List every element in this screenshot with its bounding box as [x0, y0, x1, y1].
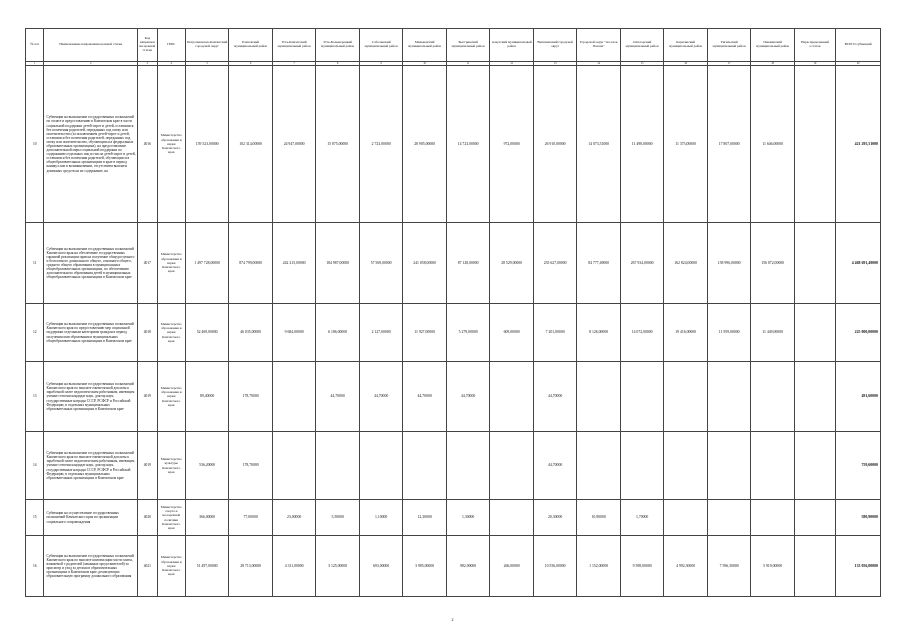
row-value: 10 556,00000: [533, 536, 577, 597]
row-value: 178,70000: [229, 362, 273, 432]
table-row: [26, 536, 881, 597]
row-value: 11 646,00000: [751, 66, 795, 223]
row-code: 4019: [138, 362, 158, 432]
column-number: 18: [751, 62, 795, 66]
row-value: 28 905,00000: [403, 66, 447, 223]
row-value: 11 449,00000: [751, 304, 795, 362]
row-value: 89,40000: [185, 362, 229, 432]
column-number: 6: [229, 62, 273, 66]
row-value: [316, 432, 360, 500]
row-total: 491,60000: [836, 362, 881, 432]
row-value: 693,00000: [359, 536, 403, 597]
row-value: 26 910,00000: [533, 66, 577, 223]
row-value: 972,00000: [490, 66, 534, 223]
page-number: 2: [451, 617, 454, 622]
row-grbs: Министерство культуры Камчатского края: [157, 432, 185, 500]
row-value: 5,50000: [316, 500, 360, 536]
row-value: 7 201,00000: [533, 304, 577, 362]
table-row: [26, 500, 881, 536]
row-value: 44,70000: [403, 362, 447, 432]
row-number: 14: [26, 432, 44, 500]
row-value: 14 073,51000: [577, 66, 621, 223]
row-value: 9 684,00000: [272, 304, 316, 362]
row-value: 57 569,00000: [359, 223, 403, 304]
header-row: [26, 29, 881, 62]
row-value: 77,00000: [229, 500, 273, 536]
column-number: 12: [490, 62, 534, 66]
header-district: Пенжинский муниципальный район: [751, 29, 795, 62]
row-value: [490, 500, 534, 536]
row-value: [707, 432, 751, 500]
row-total: 421 295,51000: [836, 66, 881, 223]
row-value: 235 627,00000: [533, 223, 577, 304]
row-value: 44,70000: [446, 362, 490, 432]
table-row: [26, 304, 881, 362]
row-value: 158 996,00000: [707, 223, 751, 304]
header-district: Карагинский муниципальный район: [664, 29, 708, 62]
row-value: 51 497,00000: [185, 536, 229, 597]
row-name: Субвенции на выполнение государственных полномочий Камчатского края по выплате компенсации части платы, взимаемой с родителей (законных представителей) за присмотр и уход за детьми в образовательных организациях в Камчатском крае, реализующих образовательную программу дошкольного образования: [44, 536, 138, 597]
header-district: Усть-Большерецкий муниципальный район: [316, 29, 360, 62]
row-value: 15 875,00000: [316, 66, 360, 223]
row-value: 44,70000: [533, 362, 577, 432]
row-name: Субвенции на выполнение государственных полномочий по оплате и предоставлению в Камчатском крае в части социальной поддержки детей-сирот и детей, оставшихся без попечения родителей, переданных под опеку или попечительство (за исключением детей-сирот и детей, оставшихся без попечения родителей, переданных под опеку или попечительство, обучающихся в федеральных образовательных организациях), на предоставление дополнительной меры социальной поддержки по содержанию отдельных лиц из числа детей-сирот и детей, оставшихся без попечения родителей, обучающихся в общеобразовательных организациях в крае в период каникул или в возникновении, отсутствием выплаты денежных средств на их содержание, на: [44, 66, 138, 223]
row-value: [577, 432, 621, 500]
row-total: 759,60000: [836, 432, 881, 500]
row-grbs: Министерство спорта и молодежной политики Камчатского края: [157, 500, 185, 536]
row-value: 6 186,00000: [316, 304, 360, 362]
subvention-table: [25, 28, 881, 597]
row-value: 178,70000: [229, 432, 273, 500]
row-value: 5 919,00000: [751, 536, 795, 597]
column-number: 11: [446, 62, 490, 66]
column-number: 7: [272, 62, 316, 66]
column-number: 3: [138, 62, 158, 66]
row-value: [794, 432, 835, 500]
header-district: Елизовский муниципальный район: [229, 29, 273, 62]
header-city: Вилючинский городской округ: [533, 29, 577, 62]
row-grbs: Министерство образования и науки Камчатского края: [157, 304, 185, 362]
header-total: ВСЕГО субвенций: [836, 29, 881, 62]
row-value: 28 529,00000: [490, 223, 534, 304]
row-value: 46 035,00000: [229, 304, 273, 362]
row-value: 1 497 728,00000: [185, 223, 229, 304]
row-value: 9 598,00000: [620, 536, 664, 597]
row-value: 3 985,00000: [403, 536, 447, 597]
row-value: [446, 432, 490, 500]
row-value: [664, 362, 708, 432]
row-name: Субвенции на выполнение государственных полномочий Камчатского края на обеспечение государственных гарантий реализации прав на получение общедоступного и бесплатного дошкольного общего, основного общего, среднего общего образования в муниципальных общеобразовательных организациях, по обеспечению дополнительного образования детей в муниципальных общеобразовательных организациях в Камчатском крае: [44, 223, 138, 304]
row-grbs: Министерство образования и науки Камчатского края: [157, 362, 185, 432]
row-value: 1,70000: [620, 500, 664, 536]
header-grbs: ГРБС: [157, 29, 185, 62]
header-district: Быстринский муниципальный район: [446, 29, 490, 62]
row-value: 2 723,00000: [359, 66, 403, 223]
row-value: 17 807,00000: [707, 66, 751, 223]
row-value: [664, 500, 708, 536]
row-number: 10: [26, 66, 44, 223]
row-value: [794, 223, 835, 304]
row-code: 4019: [138, 432, 158, 500]
row-value: 156 072,00000: [751, 223, 795, 304]
table-row: [26, 432, 881, 500]
row-value: 366,00000: [185, 500, 229, 536]
header-city: Петропавловск-Камчатский городской округ: [185, 29, 229, 62]
row-value: 28 713,00000: [229, 536, 273, 597]
row-value: 1 152,00000: [577, 536, 621, 597]
row-value: 8 126,00000: [577, 304, 621, 362]
header-no: № п/п: [26, 29, 44, 62]
row-total: 133 056,00000: [836, 536, 881, 597]
column-number: 14: [577, 62, 621, 66]
header-district: Усть-Камчатский муниципальный район: [272, 29, 316, 62]
row-value: 4 311,00000: [272, 536, 316, 597]
header-district: Олюторский муниципальный район: [620, 29, 664, 62]
row-value: [794, 362, 835, 432]
row-value: 44,70000: [359, 362, 403, 432]
row-value: 536,20000: [185, 432, 229, 500]
row-value: [664, 432, 708, 500]
row-value: 874 799,00000: [229, 223, 273, 304]
row-value: 1,30000: [446, 500, 490, 536]
row-value: 11 373,00000: [664, 66, 708, 223]
row-value: 267 934,00000: [620, 223, 664, 304]
row-value: 12,30000: [403, 500, 447, 536]
row-name: Субвенции на осуществление государственных полномочий Камчатского края по организации социального сопровождения: [44, 500, 138, 536]
header-code: Код направления целевой статьи: [138, 29, 158, 62]
column-number: 8: [316, 62, 360, 66]
row-value: 14 072,00000: [620, 304, 664, 362]
row-value: 44,70000: [533, 432, 577, 500]
row-value: 242 215,00000: [272, 223, 316, 304]
row-value: 4 992,30000: [664, 536, 708, 597]
header-city: Городской округ "поселок Палана": [577, 29, 621, 62]
row-value: 23,00000: [272, 500, 316, 536]
row-code: 4016: [138, 66, 158, 223]
column-number: 19: [794, 62, 835, 66]
row-number: 12: [26, 304, 44, 362]
header-district: Алеутский муниципальный район: [490, 29, 534, 62]
row-code: 4020: [138, 500, 158, 536]
column-number: 9: [359, 62, 403, 66]
row-value: 7 596,30000: [707, 536, 751, 597]
row-value: 11 959,00000: [707, 304, 751, 362]
row-value: 162 824,00000: [664, 223, 708, 304]
row-name: Субвенции на выполнение государственных полномочий Камчатского края по выплате ежемесячной доплаты к заработной плате педагогическим работникам, имеющим ученые степени кандидат наук, доктор наук, государственные награды СССР, РСФСР и Российской Федерации, в отдельных муниципальных образовательных организациях в Камчатском крае: [44, 432, 138, 500]
row-value: [707, 362, 751, 432]
row-value: [751, 362, 795, 432]
table-row: [26, 66, 881, 223]
row-value: 44,70000: [316, 362, 360, 432]
row-number: 16: [26, 536, 44, 597]
row-total: 580,90000: [836, 500, 881, 536]
row-number: 13: [26, 362, 44, 432]
row-value: 102 314,00000: [229, 66, 273, 223]
header-district: Мильковский муниципальный район: [403, 29, 447, 62]
row-value: 11 498,00000: [620, 66, 664, 223]
row-value: 2 127,00000: [359, 304, 403, 362]
header-reserve: Нераспределенный остаток: [794, 29, 835, 62]
row-value: 609,00000: [490, 304, 534, 362]
row-total: 225 000,00000: [836, 304, 881, 362]
row-value: [751, 432, 795, 500]
row-total: 4 468 691,49000: [836, 223, 881, 304]
row-value: [620, 432, 664, 500]
column-number: 10: [403, 62, 447, 66]
row-value: 52 469,00000: [185, 304, 229, 362]
row-value: 1,10000: [359, 500, 403, 536]
table-row: [26, 223, 881, 304]
table-row: [26, 362, 881, 432]
row-grbs: Министерство образования и науки Камчатского края: [157, 536, 185, 597]
column-number: 17: [707, 62, 751, 66]
row-code: 4018: [138, 304, 158, 362]
row-value: [272, 432, 316, 500]
row-name: Субвенции на выполнение государственных полномочий Камчатского края по выплате ежемесячной доплаты к заработной плате педагогическим работникам, имеющим ученые степени кандидат наук, доктор наук, государственные награды СССР, РСФСР и Российской Федерации, в отдельных муниципальных образовательных организациях в Камчатском крае: [44, 362, 138, 432]
row-value: 241 058,00000: [403, 223, 447, 304]
row-value: 19 416,00000: [664, 304, 708, 362]
column-number: 2: [44, 62, 138, 66]
row-value: 266,00000: [490, 536, 534, 597]
header-district: Соболевский муниципальный район: [359, 29, 403, 62]
row-grbs: Министерство образования и науки Камчатского края: [157, 223, 185, 304]
row-value: 24 947,00000: [272, 66, 316, 223]
column-number: 4: [157, 62, 185, 66]
row-value: 184 987,00000: [316, 223, 360, 304]
row-value: 14 723,00000: [446, 66, 490, 223]
row-value: [490, 362, 534, 432]
row-value: [794, 304, 835, 362]
row-value: 84 777,49000: [577, 223, 621, 304]
row-code: 4021: [138, 536, 158, 597]
row-number: 15: [26, 500, 44, 536]
row-value: 20,30000: [533, 500, 577, 536]
row-value: [794, 536, 835, 597]
column-number: 1: [26, 62, 44, 66]
row-value: [751, 500, 795, 536]
row-value: 87 128,00000: [446, 223, 490, 304]
row-value: 982,00000: [446, 536, 490, 597]
column-number: 5: [185, 62, 229, 66]
row-value: 159 523,00000: [185, 66, 229, 223]
column-number: 13: [533, 62, 577, 66]
budget-table-sheet: [25, 28, 881, 597]
column-number: 15: [620, 62, 664, 66]
row-value: 3 125,00000: [316, 536, 360, 597]
header-district: Тигильский муниципальный район: [707, 29, 751, 62]
row-value: [794, 66, 835, 223]
header-name: Наименование направления целевой статьи: [44, 29, 138, 62]
row-value: [620, 362, 664, 432]
row-value: [577, 362, 621, 432]
row-grbs: Министерство образования и науки Камчатского края: [157, 66, 185, 223]
row-value: [272, 362, 316, 432]
row-value: 5 279,00000: [446, 304, 490, 362]
row-value: 11 927,00000: [403, 304, 447, 362]
column-number: 20: [836, 62, 881, 66]
column-number: 16: [664, 62, 708, 66]
row-value: [403, 432, 447, 500]
row-code: 4017: [138, 223, 158, 304]
row-name: Субвенции на выполнение государственных полномочий Камчатского края по предоставлению мер социальной поддержки отдельным категориям граждан в период получения ими образования в муниципальных общеобразовательных организациях в Камчатском крае: [44, 304, 138, 362]
row-value: [490, 432, 534, 500]
row-value: 10,90000: [577, 500, 621, 536]
row-value: [359, 432, 403, 500]
row-value: [794, 500, 835, 536]
row-number: 11: [26, 223, 44, 304]
row-value: [707, 500, 751, 536]
